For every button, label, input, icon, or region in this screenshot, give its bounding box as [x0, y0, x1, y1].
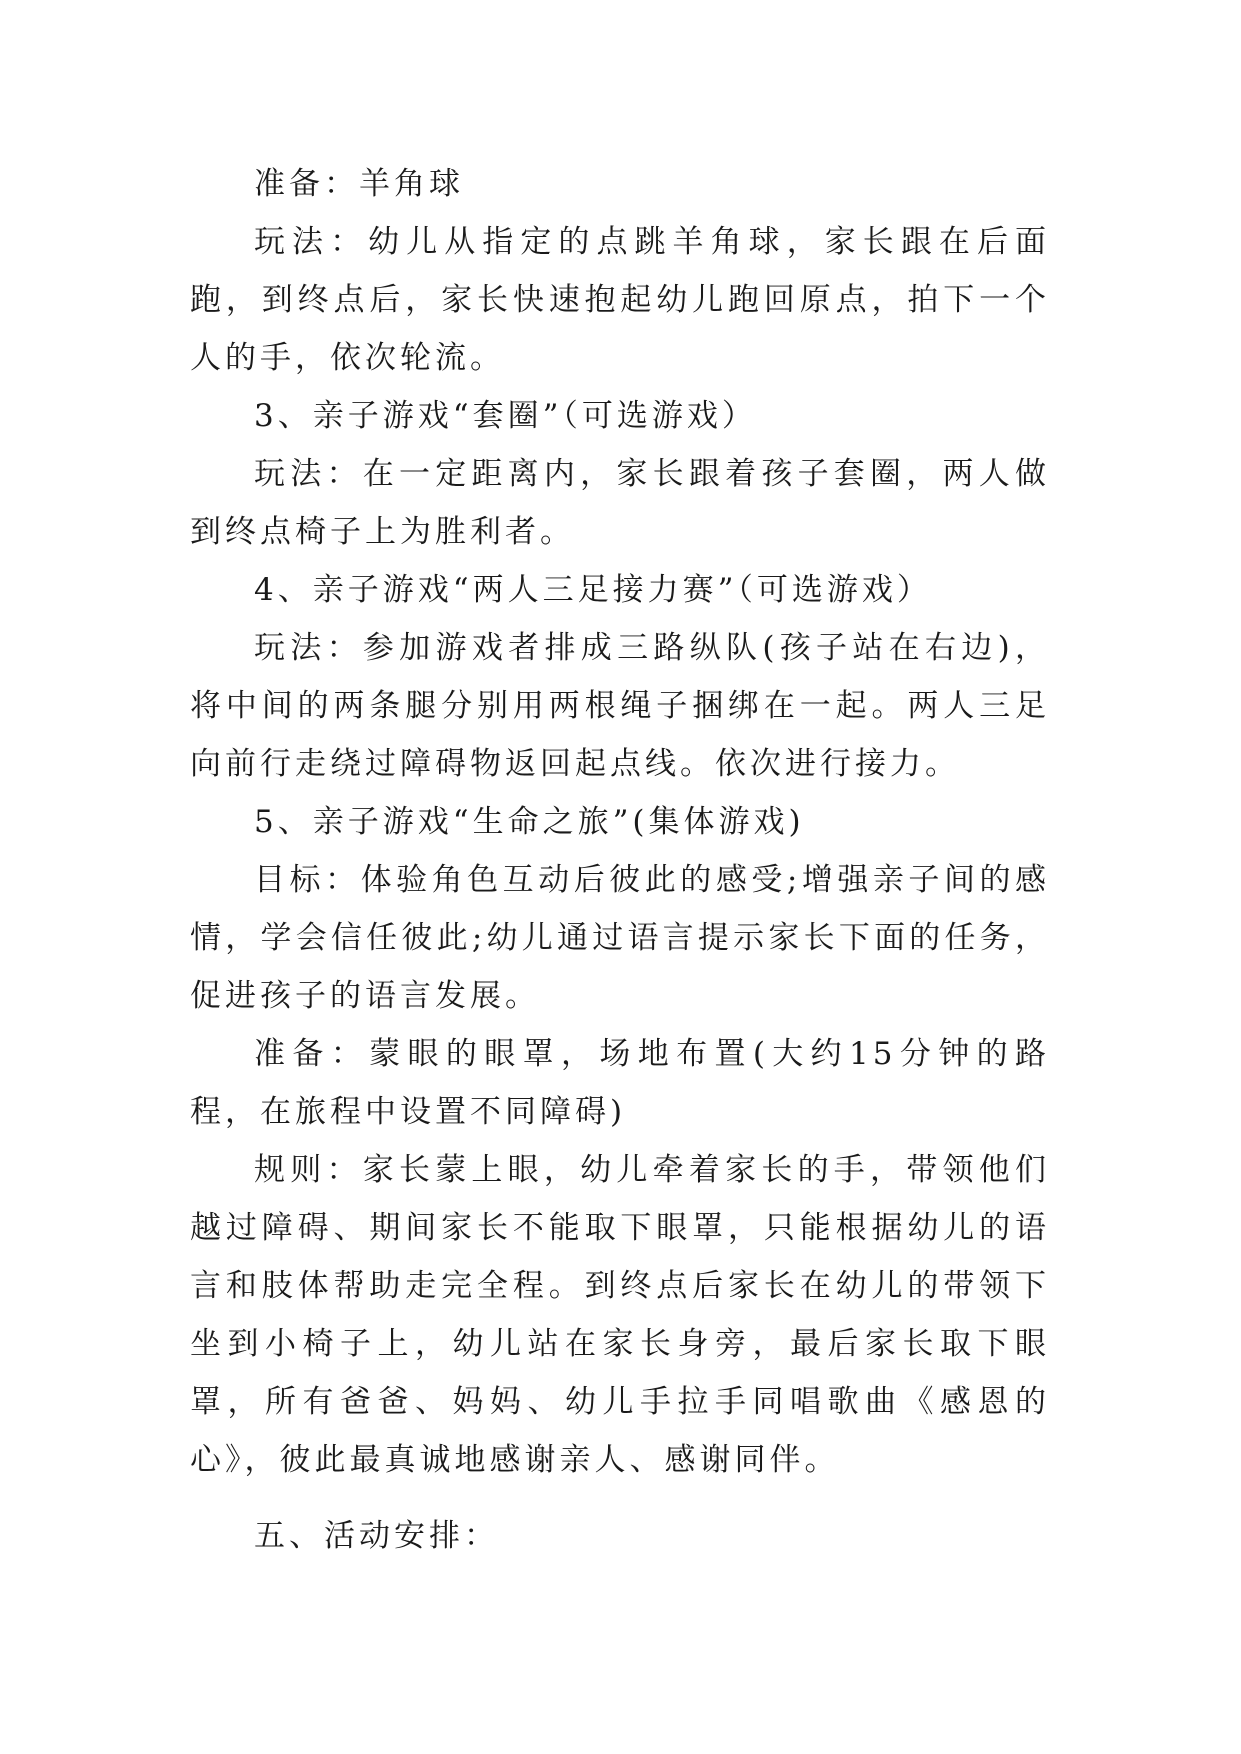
heading-section-5: 五、活动安排：	[254, 1518, 499, 1554]
paragraph-gameplay: 玩法：幼儿从指定的点跳羊角球，家长跟在后面跑，到终点后，家长快速抱起幼儿跑回原点，拍下一个人的手，依次轮流。	[190, 224, 1050, 376]
document-page	[190, 155, 1050, 1565]
heading-game-3: 3、亲子游戏“套圈”（可选游戏）	[254, 398, 757, 434]
heading-game-4: 4、亲子游戏“两人三足接力赛”（可选游戏）	[254, 572, 932, 608]
paragraph-gameplay-4: 玩法：参加游戏者排成三路纵队(孩子站在右边)，将中间的两条腿分别用两根绳子捆绑在一起。两人三足向前行走绕过障碍物返回起点线。依次进行接力。	[190, 630, 1050, 782]
paragraph-goal-5: 目标：体验角色互动后彼此的感受;增强亲子间的感情，学会信任彼此;幼儿通过语言提示家长下面的任务，促进孩子的语言发展。	[190, 862, 1050, 1014]
heading-game-5: 5、亲子游戏“生命之旅”(集体游戏)	[254, 804, 805, 840]
paragraph-preparation-5: 准备：蒙眼的眼罩，场地布置(大约15分钟的路程，在旅程中设置不同障碍)	[190, 1036, 1050, 1130]
paragraph-rules-5: 规则：家长蒙上眼，幼儿牵着家长的手，带领他们越过障碍、期间家长不能取下眼罩，只能根据幼儿的语言和肢体帮助走完全程。到终点后家长在幼儿的带领下坐到小椅子上，幼儿站在家长身旁，最后家长取下眼罩，所有爸爸、妈妈、幼儿手拉手同唱歌曲《感恩的心》，彼此最真诚地感谢亲人、感谢同伴。	[190, 1152, 1050, 1478]
paragraph-preparation: 准备：羊角球	[254, 166, 464, 202]
paragraph-gameplay-3: 玩法：在一定距离内，家长跟着孩子套圈，两人做到终点椅子上为胜利者。	[190, 456, 1050, 550]
